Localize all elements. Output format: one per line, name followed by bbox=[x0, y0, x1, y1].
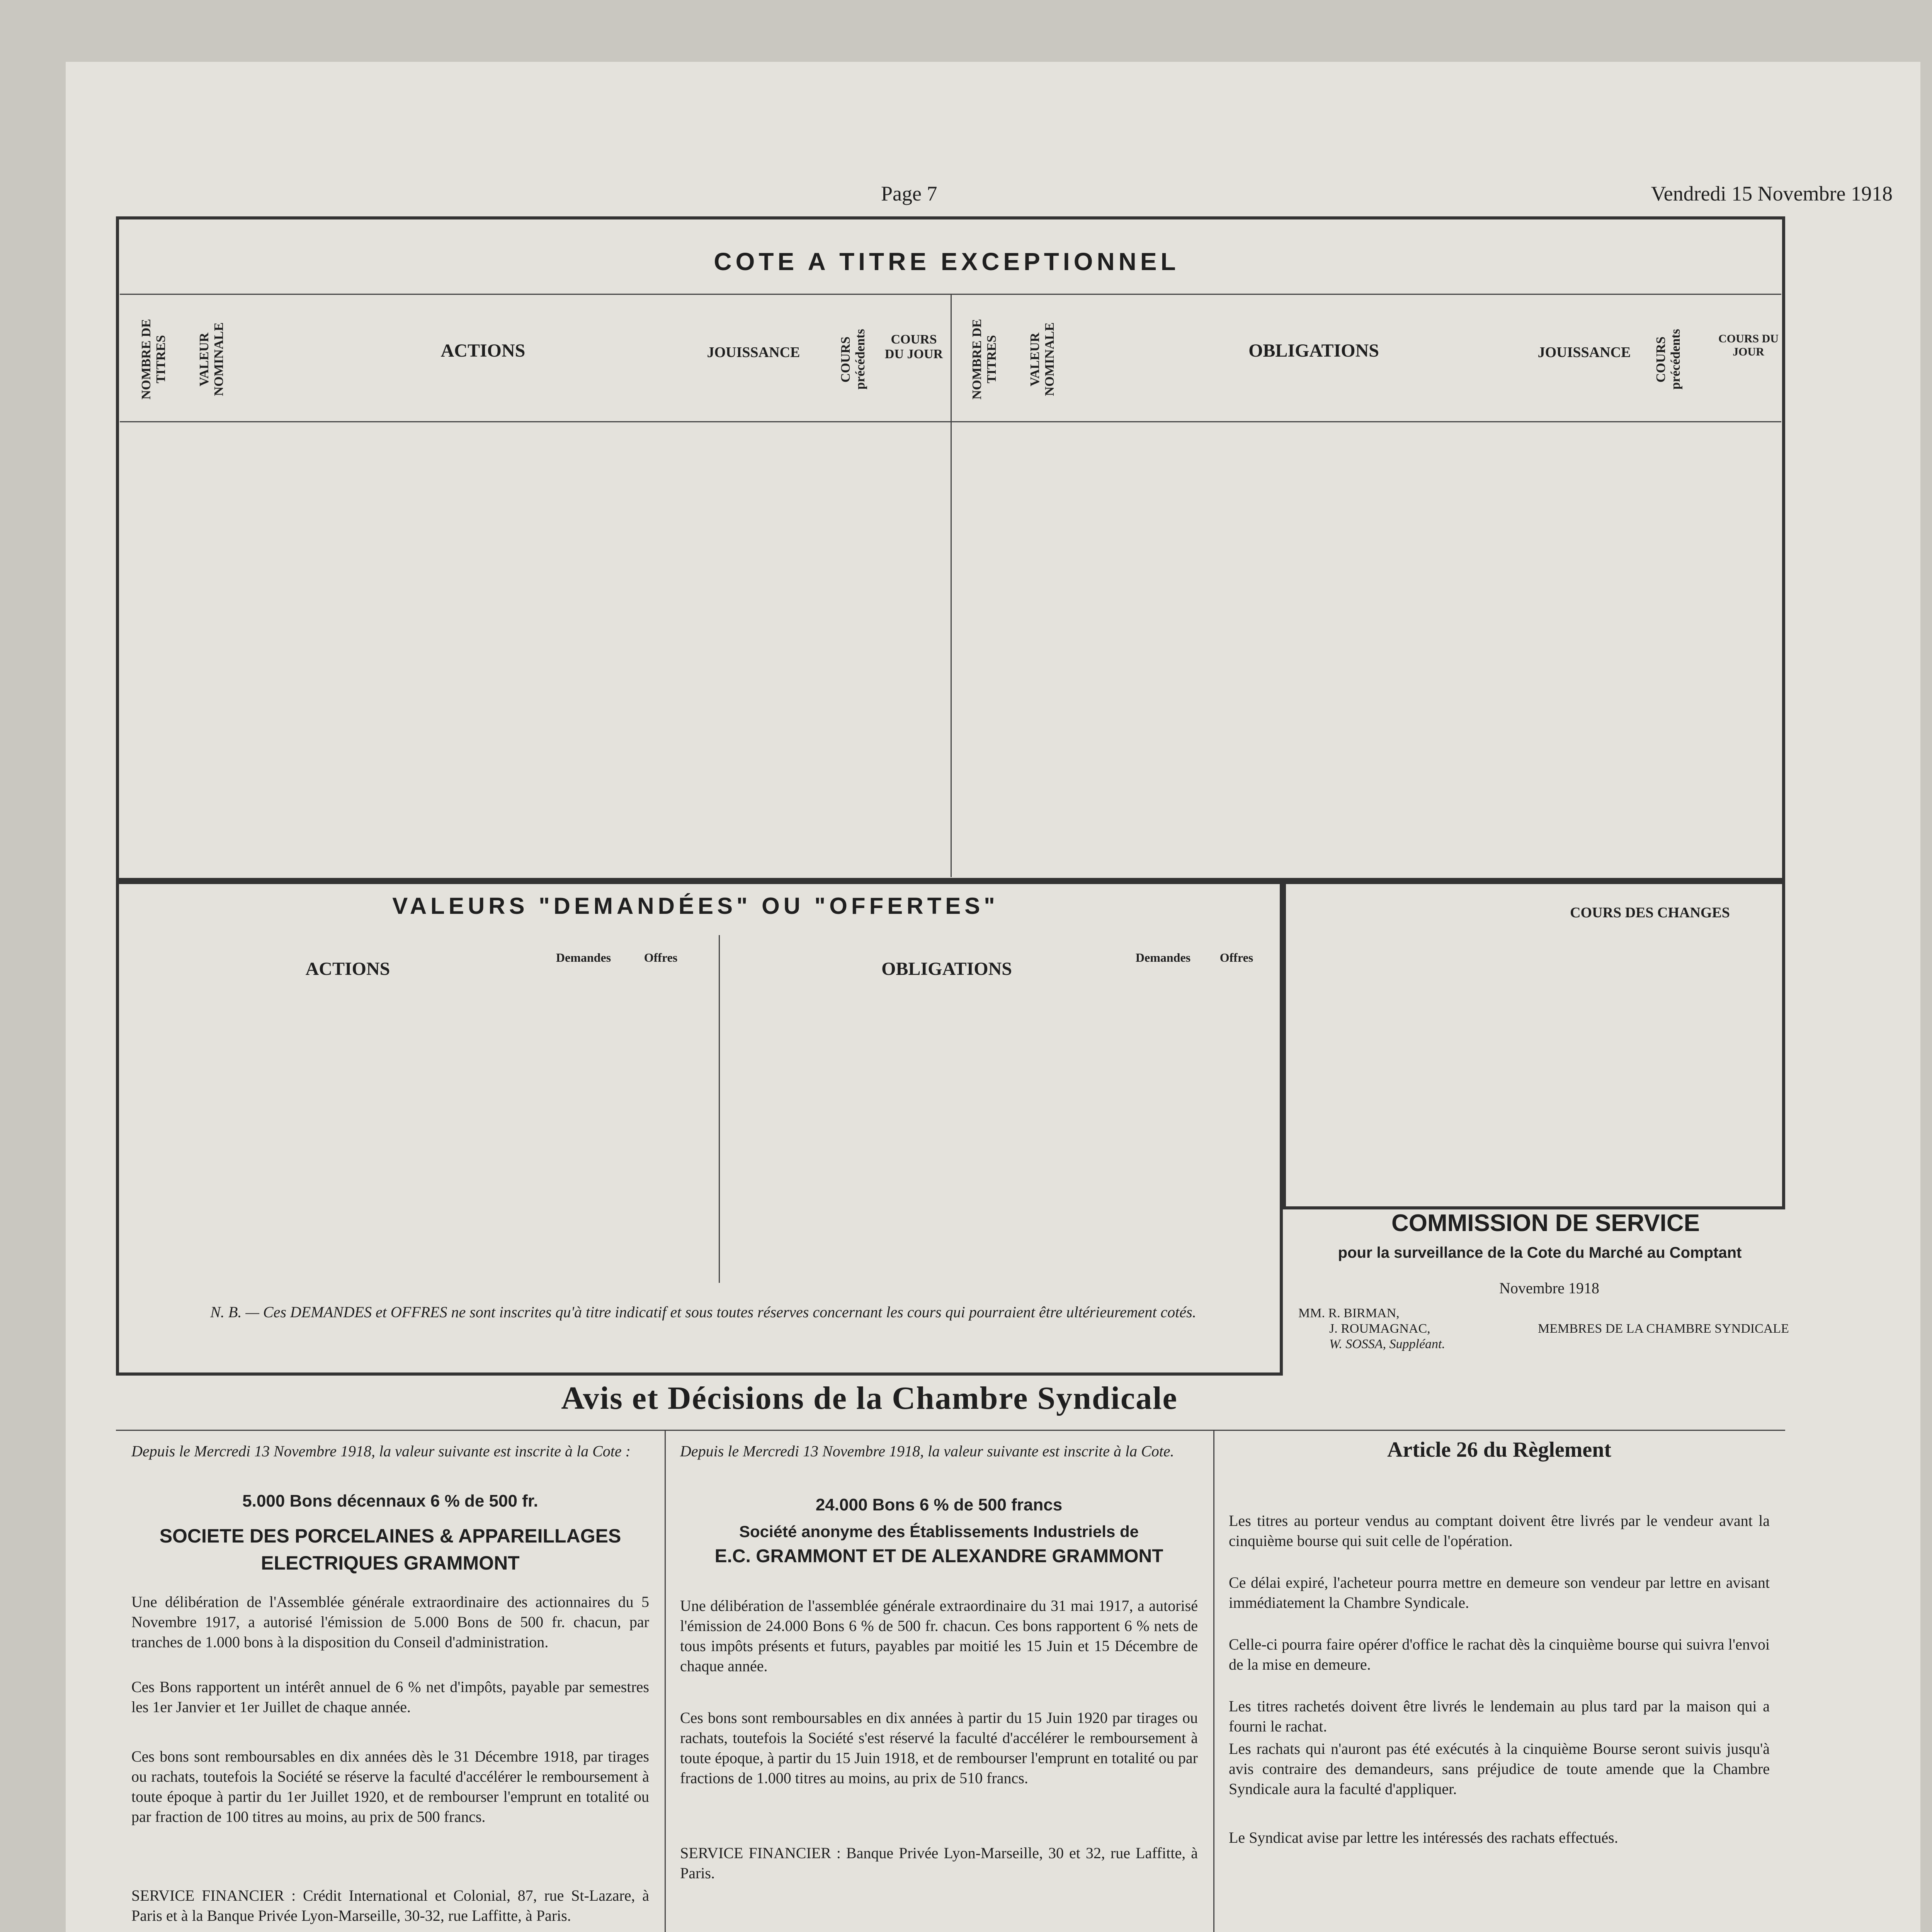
demandees-note: N. B. — Ces DEMANDES et OFFRES ne sont inscrites qu'à titre indicatif et sous toutes réserves concernant les cours qui pourraient être ultérieurement cotés. bbox=[210, 1303, 1196, 1321]
demandees-demandes-head-2: Demandes bbox=[1135, 951, 1191, 964]
avis-col3-p4: Les titres rachetés doivent être livrés le lendemain au plus tard par la maison qui a fourni le rachat. bbox=[1229, 1697, 1770, 1735]
commission-subtitle: pour la surveillance de la Cote du Marché au Comptant bbox=[1338, 1244, 1742, 1261]
commission-role: MEMBRES DE LA CHAMBRE SYNDICALE bbox=[1538, 1321, 1789, 1336]
cote-right-cours-prec: COURS précédents bbox=[1654, 329, 1683, 390]
avis-col3-title: Article 26 du Règlement bbox=[1387, 1438, 1612, 1462]
avis-col2-company2: E.C. GRAMMONT ET DE ALEXANDRE GRAMMONT bbox=[714, 1546, 1163, 1566]
cote-right-obligations: OBLIGATIONS bbox=[1248, 340, 1379, 361]
avis-col3-p3: Celle-ci pourra faire opérer d'office le rachat dès la cinquième bourse qui suivra l'envoi de la mise en demeure. bbox=[1229, 1636, 1770, 1673]
avis-col3-p1: Les titres au porteur vendus au comptant doivent être livrés par le vendeur avant la cinquième bourse qui suit celle de l'opération. bbox=[1229, 1512, 1770, 1549]
demandees-demandes-head: Demandes bbox=[556, 951, 611, 964]
avis-title: Avis et Décisions de la Chambre Syndicale bbox=[561, 1380, 1178, 1416]
avis-col2-amount: 24.000 Bons 6 % de 500 francs bbox=[815, 1495, 1063, 1514]
commission-member-2: J. ROUMAGNAC, bbox=[1329, 1321, 1430, 1336]
changes-title: COURS DES CHANGES bbox=[1570, 905, 1730, 921]
commission-month: Novembre 1918 bbox=[1499, 1279, 1599, 1297]
avis-col1-p3: Ces bons sont remboursables en dix années dès le 31 Décembre 1918, par tirages ou rachats, toutefois la Société se réserve la faculté d'accélérer le remboursement à toute époque à partir du 1er Juillet 1920, et de rembourser l'emprunt en totalité ou par fraction de 100 titres au moins, au prix de 500 francs. bbox=[131, 1748, 649, 1825]
page-number: Page 7 bbox=[881, 182, 937, 205]
avis-col3-p6: Le Syndicat avise par lettre les intéressés des rachats effectués. bbox=[1229, 1829, 1618, 1846]
demandees-offres-head: Offres bbox=[644, 951, 678, 964]
avis-col2-intro: Depuis le Mercredi 13 Novembre 1918, la valeur suivante est inscrite à la Cote. bbox=[680, 1442, 1174, 1460]
avis-col1-p4: SERVICE FINANCIER : Crédit International et Colonial, 87, rue St-Lazare, à Paris et à la Banque Privée Lyon-Marseille, 30-32, rue Laffitte, à Paris. bbox=[131, 1887, 649, 1924]
commission-member-1: MM. R. BIRMAN, bbox=[1298, 1306, 1400, 1320]
demandees-offres-head-2: Offres bbox=[1219, 951, 1253, 964]
cote-left-cours-jour: COURS DU JOUR bbox=[884, 332, 943, 361]
commission-title: COMMISSION DE SERVICE bbox=[1391, 1210, 1700, 1236]
avis-col3-p5: Les rachats qui n'auront pas été exécutés à la cinquième Bourse seront suivis jusqu'à avis contraire des demandeurs, sans préjudice de toute amende que la Chambre Syndicale aura la faculté d'appliquer. bbox=[1229, 1740, 1770, 1798]
cote-right-valeur: VALEUR NOMINALE bbox=[1028, 322, 1057, 396]
avis-col2-p2: Ces bons sont remboursables en dix années à partir du 15 Juin 1920 par tirages ou rachats, toutefois la Société s'est réservé la faculté d'accélérer le remboursement à toute époque, à partir du 15 Juin 1918, et de rembourser l'emprunt en totalité ou par fractions de 1.000 titres au moins, au prix de 510 francs. bbox=[680, 1709, 1198, 1787]
cote-right-nombre: NOMBRE DE TITRES bbox=[970, 319, 999, 400]
demandees-obligations-head: OBLIGATIONS bbox=[881, 959, 1012, 979]
commission-member-3: W. SOSSA, Suppléant. bbox=[1329, 1337, 1446, 1351]
avis-col2-company1: Société anonyme des Établissements Industriels de bbox=[739, 1522, 1139, 1541]
avis-col1-company: SOCIETE DES PORCELAINES & APPAREILLAGES ELECTRIQUES GRAMMONT bbox=[159, 1525, 621, 1574]
avis-col1-p2: Ces Bons rapportent un intérêt annuel de 6 % net d'impôts, payable par semestres les 1er Janvier et 1er Juillet de chaque année. bbox=[131, 1678, 649, 1716]
avis-col3-p2: Ce délai expiré, l'acheteur pourra mettre en demeure son vendeur par lettre en avisant immédiatement la Chambre Syndicale. bbox=[1229, 1574, 1770, 1611]
demandees-actions-head: ACTIONS bbox=[305, 959, 390, 979]
cote-left-jouissance: JOUISSANCE bbox=[707, 344, 800, 361]
avis-col1-amount: 5.000 Bons décennaux 6 % de 500 fr. bbox=[242, 1492, 538, 1510]
demandees-frame bbox=[116, 881, 1283, 1376]
cote-right-cours-jour: COURS DU JOUR bbox=[1718, 332, 1779, 358]
cote-left-nombre: NOMBRE DE TITRES bbox=[139, 319, 168, 400]
cote-right-jouissance: JOUISSANCE bbox=[1537, 344, 1631, 361]
cote-left-valeur: VALEUR NOMINALE bbox=[197, 322, 226, 396]
avis-col2-p3: SERVICE FINANCIER : Banque Privée Lyon-Marseille, 30 et 32, rue Laffitte, à Paris. bbox=[680, 1844, 1198, 1882]
page-date: Vendredi 15 Novembre 1918 bbox=[1651, 182, 1893, 205]
cote-left-cours-prec: COURS précédents bbox=[838, 329, 867, 390]
avis-col2-p1: Une délibération de l'assemblée générale extraordinaire du 31 mai 1917, a autorisé l'émission de 24.000 Bons 6 % de 500 fr. chacun. Ces bons rapportent 6 % nets de tous impôts présents et futurs, payables par moitié les 15 Juin et 15 Décembre de chaque année. bbox=[680, 1597, 1198, 1675]
demandees-title: VALEURS "DEMANDÉES" OU "OFFERTES" bbox=[392, 893, 999, 919]
cote-left-actions: ACTIONS bbox=[440, 340, 526, 361]
cote-title: COTE A TITRE EXCEPTIONNEL bbox=[714, 248, 1180, 276]
avis-col1-intro: Depuis le Mercredi 13 Novembre 1918, la valeur suivante est inscrite à la Cote : bbox=[131, 1442, 631, 1460]
avis-col1-p1: Une délibération de l'Assemblée générale extraordinaire des actionnaires du 5 Novembre 1917, a autorisé l'émission de 5.000 Bons de 500 fr. chacun, par tranches de 1.000 bons à la disposition du Conseil d'administration. bbox=[131, 1593, 649, 1651]
changes-frame bbox=[1283, 881, 1785, 1209]
